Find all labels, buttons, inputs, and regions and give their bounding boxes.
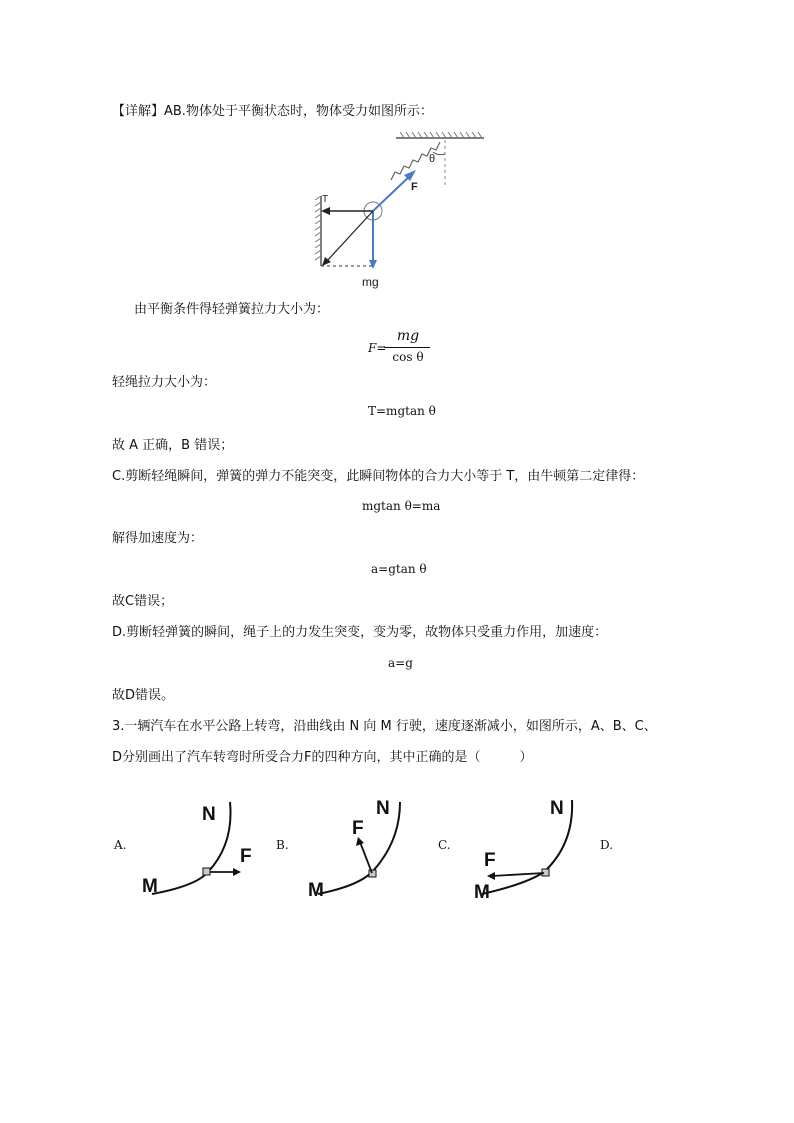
explanation-c: C.剪断轻绳瞬间，弹簧的弹力不能突变，此瞬间物体的合力大小等于 T，由牛顿第二定律得： bbox=[112, 469, 645, 484]
label-mg: mg bbox=[362, 275, 379, 289]
force-diagram bbox=[300, 128, 500, 290]
option-c-N: N bbox=[550, 798, 564, 819]
question3-line2: D分别画出了汽车转弯时所受合力F的四种方向，其中正确的是（ ） bbox=[112, 750, 533, 765]
equation-a2: a=g bbox=[388, 656, 413, 670]
option-d-label: D. bbox=[600, 838, 614, 852]
option-a-F: F bbox=[240, 846, 252, 867]
option-c-label: C. bbox=[438, 838, 451, 852]
option-c-F: F bbox=[484, 850, 496, 871]
equation-a1: a=gtan θ bbox=[371, 562, 427, 576]
eq-F-numerator: mg bbox=[396, 328, 420, 344]
option-b-M: M bbox=[308, 880, 324, 901]
conclusion-d: 故D错误。 bbox=[112, 688, 175, 703]
option-c-M: M bbox=[474, 882, 490, 903]
rope-force-text: 轻绳拉力大小为： bbox=[112, 375, 217, 390]
option-a-M: M bbox=[142, 876, 158, 897]
equation-newton: mgtan θ=ma bbox=[362, 499, 441, 513]
option-a-N: N bbox=[202, 804, 216, 825]
eq-F-lhs: F= bbox=[368, 341, 387, 355]
conclusion-ab: 故 A 正确，B 错误； bbox=[112, 438, 234, 453]
spring-force-equation bbox=[368, 328, 448, 368]
question3-line1: 3.一辆汽车在水平公路上转弯，沿曲线由 N 向 M 行驶，速度逐渐减小，如图所示，A、B、C、 bbox=[112, 719, 657, 734]
option-a-label: A. bbox=[114, 838, 127, 852]
accel-text: 解得加速度为： bbox=[112, 531, 204, 546]
label-F: F bbox=[411, 181, 418, 193]
option-b-label: B. bbox=[276, 838, 289, 852]
option-c-diagram bbox=[468, 790, 588, 906]
conclusion-c: 故C错误； bbox=[112, 594, 174, 609]
option-b-N: N bbox=[376, 798, 390, 819]
detail-heading: 【详解】AB.物体处于平衡状态时，物体受力如图所示： bbox=[112, 104, 433, 119]
option-b-F: F bbox=[352, 818, 364, 839]
spring-force-text: 由平衡条件得轻弹簧拉力大小为： bbox=[134, 302, 330, 317]
option-a-diagram bbox=[138, 792, 268, 904]
option-b-diagram bbox=[302, 792, 422, 904]
equation-T: T=mgtan θ bbox=[368, 404, 436, 418]
explanation-d: D.剪断轻弹簧的瞬间，绳子上的力发生突变，变为零，故物体只受重力作用，加速度： bbox=[112, 625, 608, 640]
label-T: T bbox=[322, 194, 329, 205]
label-theta: θ bbox=[429, 153, 436, 165]
eq-F-denominator: cos θ bbox=[392, 350, 424, 364]
